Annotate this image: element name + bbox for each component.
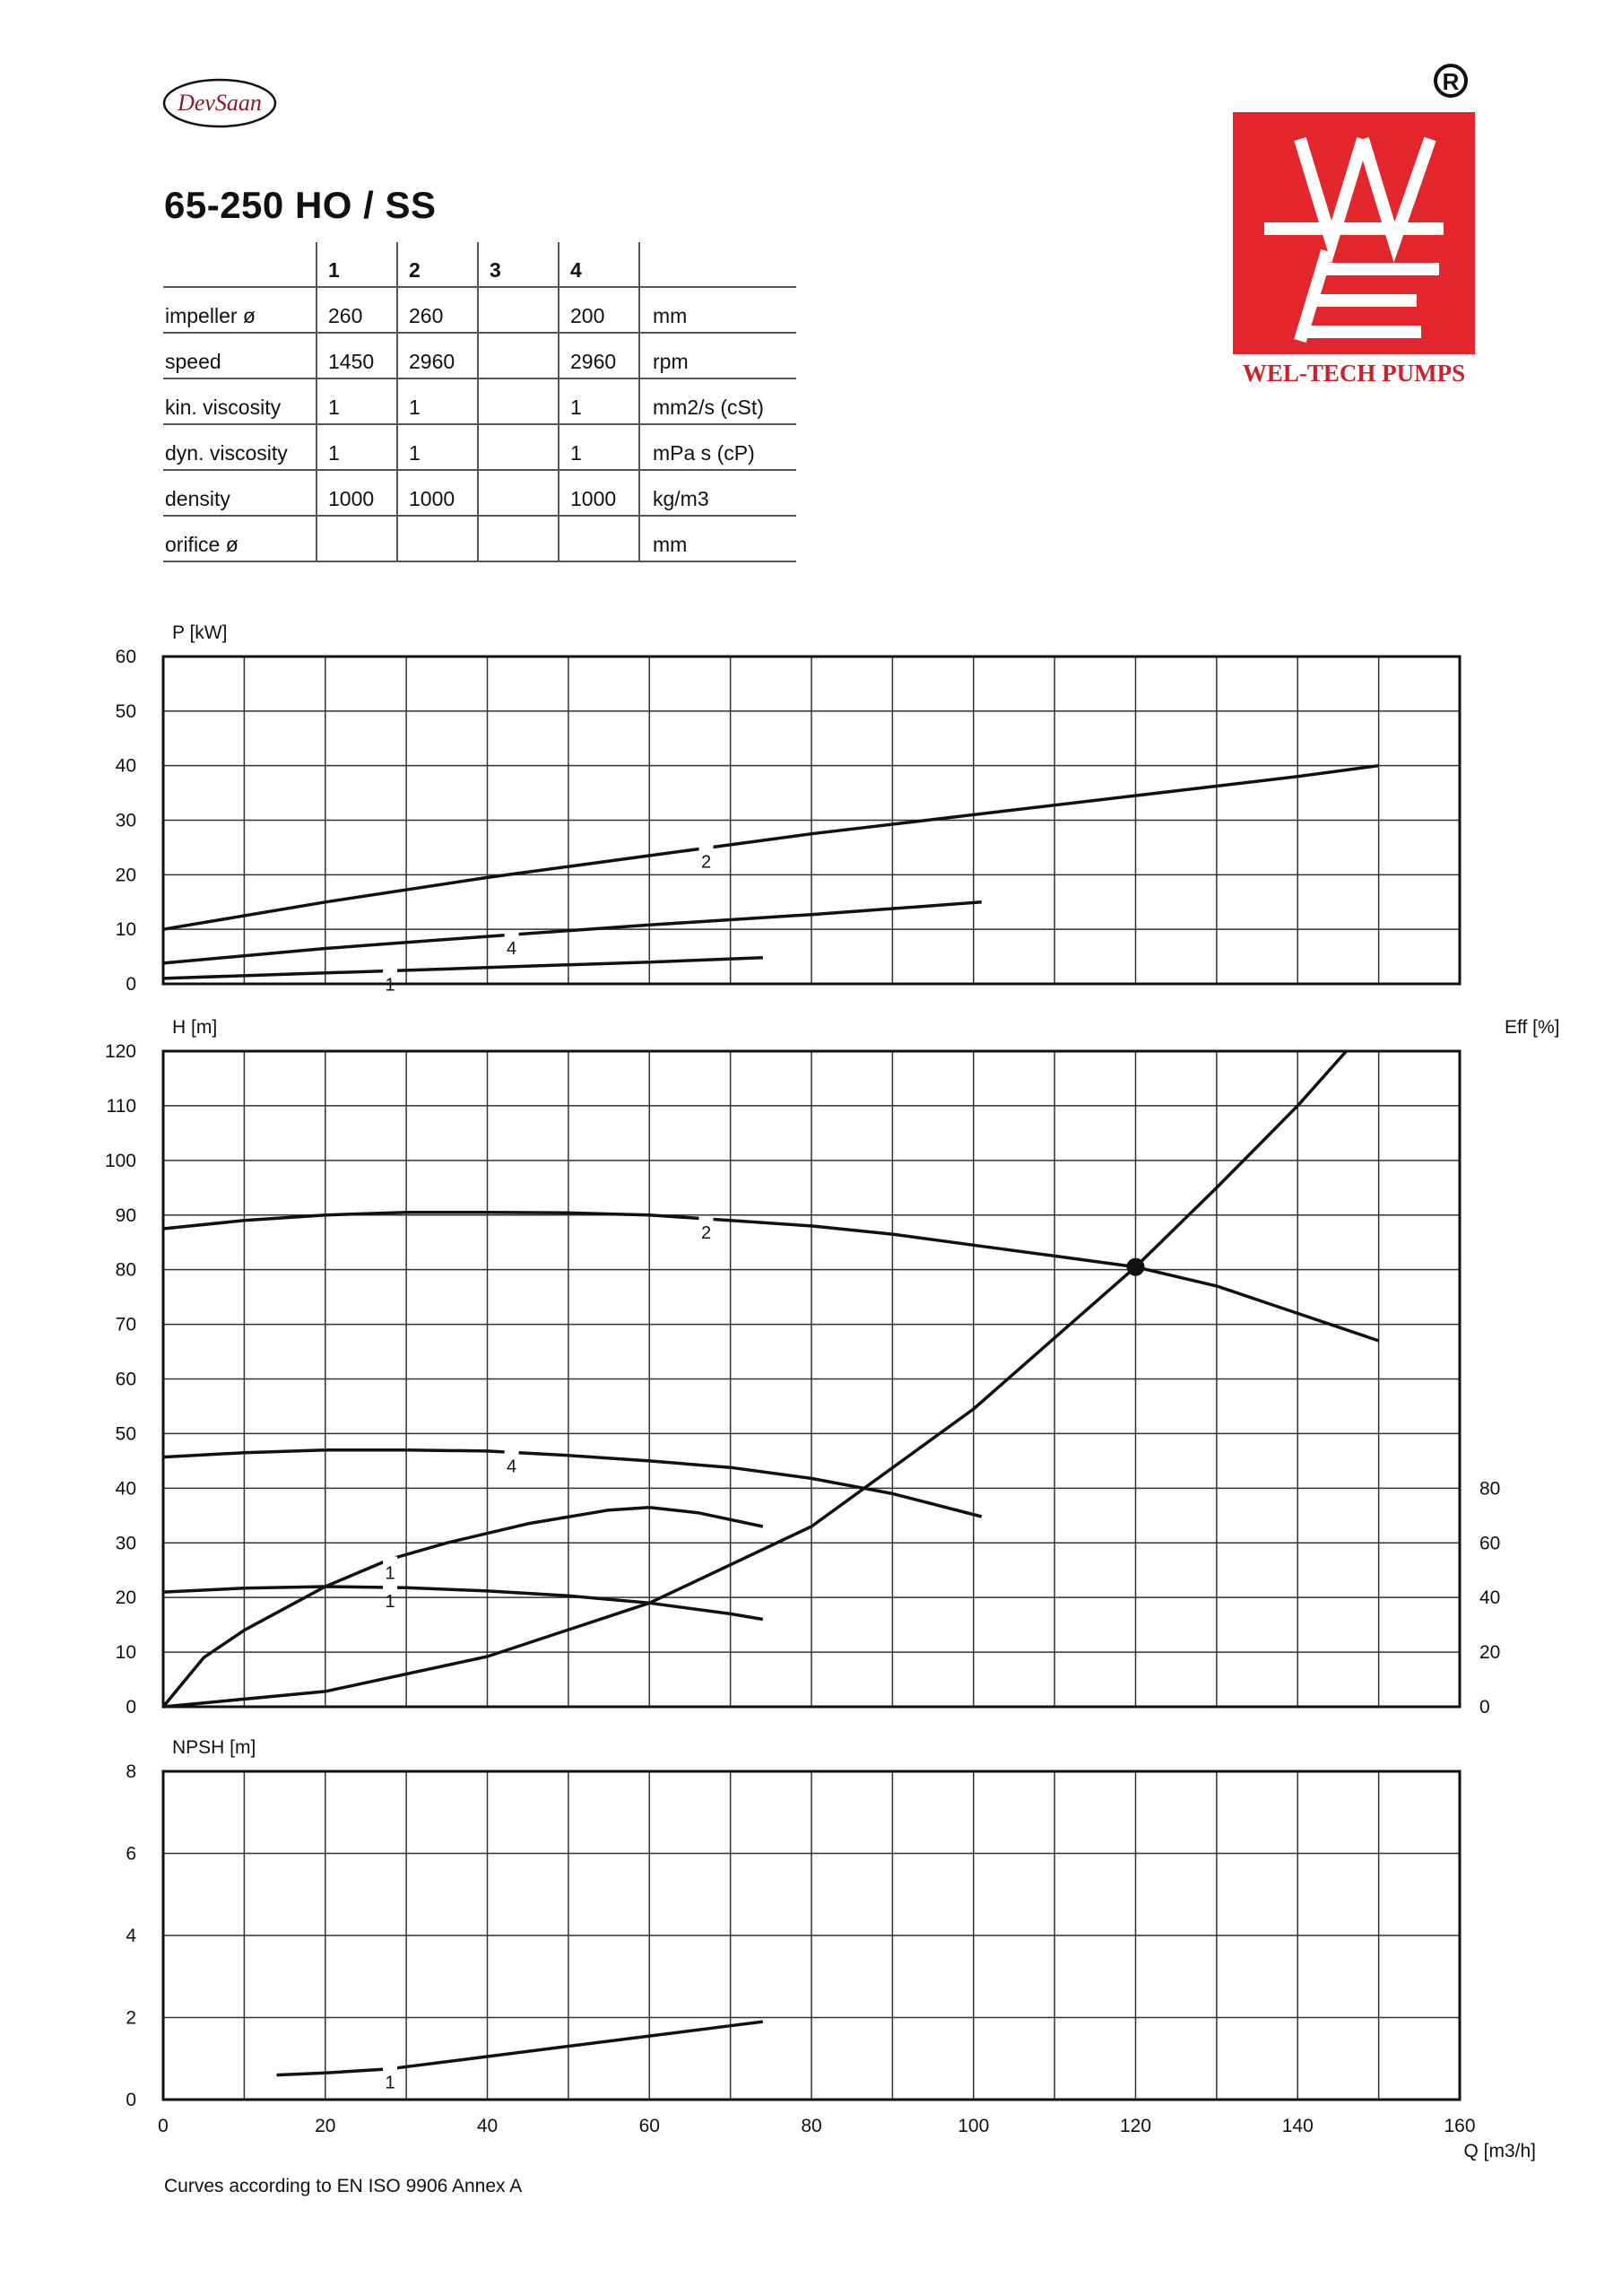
weltech-logo-text: WEL-TECH PUMPS bbox=[1242, 360, 1466, 387]
series-label-gap bbox=[383, 968, 397, 975]
cell-unit: mm2/s (cSt) bbox=[639, 378, 796, 424]
series-label: 2 bbox=[700, 1223, 712, 1244]
series-label-gap bbox=[383, 1585, 397, 1592]
registered-mark: R bbox=[1442, 68, 1460, 95]
y-tick-label: 6 bbox=[126, 1843, 136, 1865]
cell-2: 1 bbox=[397, 378, 478, 424]
row-label: orifice ø bbox=[163, 516, 317, 561]
x-tick-label: 100 bbox=[958, 2116, 990, 2136]
series-label-gap bbox=[505, 1449, 519, 1457]
y-tick-label: 10 bbox=[115, 919, 136, 941]
y-tick-label: 40 bbox=[115, 1478, 136, 1500]
y-tick-label: 20 bbox=[115, 1587, 136, 1609]
series-line bbox=[163, 1450, 982, 1517]
y-tick-label: 60 bbox=[115, 1369, 136, 1390]
x-tick-label: 20 bbox=[315, 2116, 336, 2136]
cell-4: 1000 bbox=[559, 470, 639, 516]
y-axis-label: H [m] bbox=[172, 1017, 218, 1038]
duty-point-marker bbox=[1127, 1258, 1145, 1276]
x-tick-label: 140 bbox=[1281, 2116, 1314, 2136]
y-tick-label: 0 bbox=[126, 1697, 136, 1718]
series-label: 1 bbox=[385, 1591, 395, 1612]
y2-tick-label: 0 bbox=[1479, 1697, 1490, 1718]
series-label-gap bbox=[505, 932, 519, 939]
series-label: 1 bbox=[385, 1563, 395, 1584]
y-tick-label: 80 bbox=[115, 1259, 136, 1281]
cell-unit: mPa s (cP) bbox=[639, 424, 796, 470]
cell-unit: kg/m3 bbox=[639, 470, 796, 516]
cell-4: 200 bbox=[559, 287, 639, 333]
cell-4: 1 bbox=[559, 424, 639, 470]
row-label: impeller ø bbox=[163, 287, 317, 333]
y2-tick-label: 20 bbox=[1479, 1642, 1501, 1664]
x-axis-label: Q [m3/h] bbox=[1463, 2141, 1536, 2161]
y-tick-label: 20 bbox=[115, 865, 136, 886]
y-tick-label: 100 bbox=[104, 1150, 136, 1171]
cell-unit: mm bbox=[639, 516, 796, 561]
series-line bbox=[163, 766, 1379, 929]
cell-2: 2960 bbox=[397, 333, 478, 378]
spec-header-col-3: 3 bbox=[478, 242, 559, 287]
footer-note: Curves according to EN ISO 9906 Annex A bbox=[164, 2176, 523, 2196]
y-tick-label: 50 bbox=[115, 1423, 136, 1445]
devsaan-logo-text: DevSaan bbox=[178, 90, 262, 116]
series-label-gap bbox=[383, 1557, 397, 1564]
row-label: dyn. viscosity bbox=[163, 424, 317, 470]
y-tick-label: 0 bbox=[126, 2090, 136, 2110]
y2-tick-label: 80 bbox=[1479, 1478, 1501, 1500]
y2-tick-label: 40 bbox=[1479, 1587, 1501, 1609]
cell-1: 1 bbox=[317, 378, 397, 424]
series-label: 1 bbox=[385, 975, 395, 996]
y-tick-label: 8 bbox=[126, 1761, 136, 1782]
y-tick-label: 40 bbox=[115, 755, 136, 777]
cell-1: 260 bbox=[317, 287, 397, 333]
y-tick-label: 70 bbox=[115, 1314, 136, 1335]
cell-2: 1 bbox=[397, 424, 478, 470]
cell-4: 1 bbox=[559, 378, 639, 424]
series-label: 4 bbox=[507, 1457, 517, 1477]
y2-axis-label: Eff [%] bbox=[1505, 1017, 1560, 1038]
y-axis-label: P [kW] bbox=[172, 622, 228, 643]
y-tick-label: 60 bbox=[115, 647, 136, 667]
y-tick-label: 30 bbox=[115, 1533, 136, 1554]
series-label: 2 bbox=[700, 852, 712, 873]
y-tick-label: 30 bbox=[115, 810, 136, 831]
y-tick-label: 2 bbox=[126, 2007, 136, 2029]
x-tick-label: 60 bbox=[638, 2116, 660, 2136]
series-label-gap bbox=[699, 846, 714, 853]
cell-2: 1000 bbox=[397, 470, 478, 516]
row-label: density bbox=[163, 470, 317, 516]
row-label: speed bbox=[163, 333, 317, 378]
y2-tick-label: 60 bbox=[1479, 1533, 1501, 1554]
y-tick-label: 90 bbox=[115, 1205, 136, 1226]
cell-1: 1 bbox=[317, 424, 397, 470]
x-tick-label: 40 bbox=[476, 2116, 499, 2136]
cell-unit: mm bbox=[639, 287, 796, 333]
y-tick-label: 10 bbox=[115, 1642, 136, 1664]
x-tick-label: 160 bbox=[1444, 2116, 1476, 2136]
cell-2: 260 bbox=[397, 287, 478, 333]
cell-1: 1000 bbox=[317, 470, 397, 516]
series-line bbox=[277, 2022, 763, 2075]
series-line bbox=[163, 958, 763, 978]
x-tick-label: 80 bbox=[801, 2116, 822, 2136]
series-label-gap bbox=[699, 1216, 714, 1223]
cell-unit: rpm bbox=[639, 333, 796, 378]
series-line bbox=[163, 902, 982, 963]
y-tick-label: 50 bbox=[115, 700, 136, 722]
spec-header-col-2: 2 bbox=[397, 242, 478, 287]
spec-header-col-4: 4 bbox=[559, 242, 639, 287]
y-axis-label: NPSH [m] bbox=[172, 1737, 256, 1758]
cell-4: 2960 bbox=[559, 333, 639, 378]
y-tick-label: 4 bbox=[126, 1926, 136, 1946]
y-tick-label: 0 bbox=[126, 974, 136, 995]
x-tick-label: 0 bbox=[158, 2116, 169, 2136]
x-tick-label: 120 bbox=[1119, 2116, 1152, 2136]
page-title: 65-250 HO / SS bbox=[164, 184, 437, 226]
row-label: kin. viscosity bbox=[163, 378, 317, 424]
y-tick-label: 110 bbox=[106, 1095, 136, 1117]
series-label-gap bbox=[383, 2066, 397, 2074]
spec-header-col-1: 1 bbox=[317, 242, 397, 287]
series-line bbox=[163, 1213, 1379, 1341]
series-label: 1 bbox=[385, 2073, 395, 2093]
series-label: 4 bbox=[507, 939, 517, 960]
y-tick-label: 120 bbox=[104, 1041, 136, 1062]
cell-1: 1450 bbox=[317, 333, 397, 378]
